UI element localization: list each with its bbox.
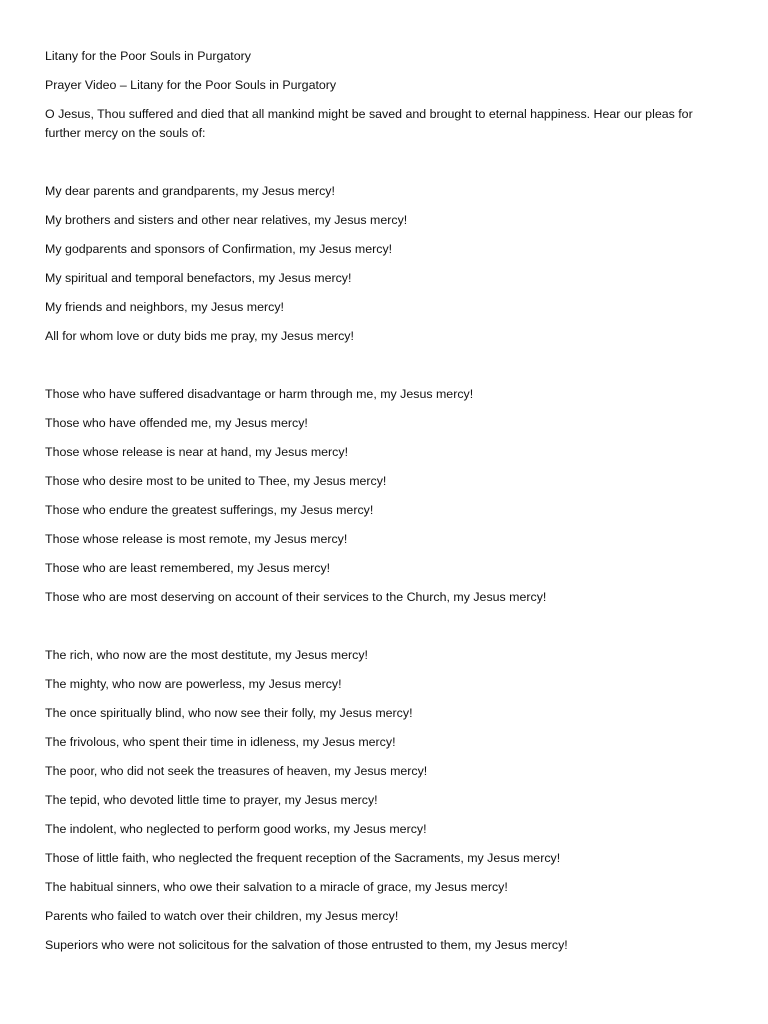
blank-line [45,617,725,646]
petition-line: All for whom love or duty bids me pray, my Jesus mercy! [45,329,354,343]
document-subtitle: Prayer Video – Litany for the Poor Souls in Purgatory [45,78,337,92]
blank-line [45,356,725,385]
document-title: Litany for the Poor Souls in Purgatory [45,49,251,63]
petition-line: Those who endure the greatest sufferings, my Jesus mercy! [45,503,374,517]
petition-line: Those who are most deserving on account of their services to the Church, my Jesus mercy! [45,590,547,604]
petition-line: The tepid, who devoted little time to prayer, my Jesus mercy! [45,793,378,807]
petition-group-3 [45,646,725,955]
petition-line: My brothers and sisters and other near relatives, my Jesus mercy! [45,213,408,227]
document-page [45,47,725,965]
petition-line: Those whose release is near at hand, my Jesus mercy! [45,445,349,459]
petition-line: Those who have offended me, my Jesus mercy! [45,416,308,430]
blank-line [45,153,725,182]
petition-group-2 [45,385,725,607]
petition-line: Those who have suffered disadvantage or harm through me, my Jesus mercy! [45,387,474,401]
petition-line: Those who desire most to be united to Thee, my Jesus mercy! [45,474,387,488]
petition-line: The poor, who did not seek the treasures of heaven, my Jesus mercy! [45,764,428,778]
petition-line: My friends and neighbors, my Jesus mercy! [45,300,284,314]
intro-paragraph: O Jesus, Thou suffered and died that all mankind might be saved and brought to eternal happiness. Hear our pleas for further mercy on the souls of: [45,107,693,140]
petition-line: The indolent, who neglected to perform good works, my Jesus mercy! [45,822,427,836]
petition-line: My godparents and sponsors of Confirmation, my Jesus mercy! [45,242,393,256]
petition-line: Those of little faith, who neglected the frequent reception of the Sacraments, my Jesus mercy! [45,851,561,865]
petition-line: The rich, who now are the most destitute, my Jesus mercy! [45,648,368,662]
petition-line: Superiors who were not solicitous for the salvation of those entrusted to them, my Jesus mercy! [45,938,568,952]
petition-line: The frivolous, who spent their time in idleness, my Jesus mercy! [45,735,396,749]
petition-line: The mighty, who now are powerless, my Jesus mercy! [45,677,342,691]
petition-group-1 [45,182,725,346]
petition-line: Those who are least remembered, my Jesus mercy! [45,561,331,575]
petition-line: My spiritual and temporal benefactors, my Jesus mercy! [45,271,352,285]
petition-line: Those whose release is most remote, my Jesus mercy! [45,532,348,546]
petition-line: The once spiritually blind, who now see their folly, my Jesus mercy! [45,706,413,720]
petition-line: Parents who failed to watch over their children, my Jesus mercy! [45,909,399,923]
petition-line: The habitual sinners, who owe their salvation to a miracle of grace, my Jesus mercy! [45,880,508,894]
petition-line: My dear parents and grandparents, my Jesus mercy! [45,184,335,198]
